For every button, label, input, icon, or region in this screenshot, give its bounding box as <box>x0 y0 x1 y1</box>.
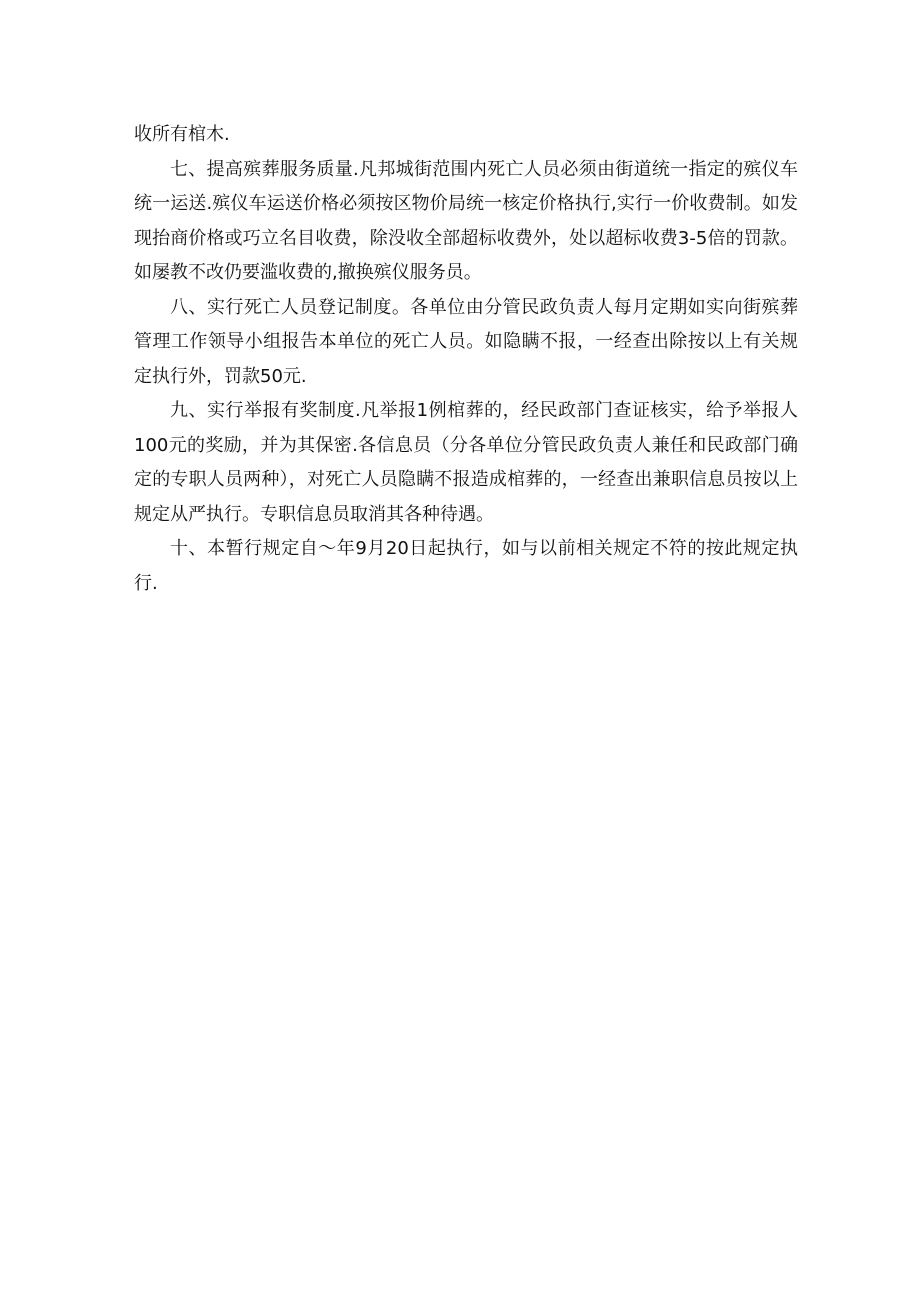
paragraph-continuation: 收所有棺木. <box>134 124 230 145</box>
paragraph-article-8: 八、实行死亡人员登记制度。各单位由分管民政负责人每月定期如实向街殡葬管理工作领导小组报告本单位的死亡人员。如隐瞒不报，一经查出除按以上有关规定执行外，罚款50元. <box>134 296 798 387</box>
paragraph-article-9: 九、实行举报有奖制度.凡举报1例棺葬的，经民政部门查证核实，给予举报人100元的奖励，并为其保密.各信息员（分各单位分管民政负责人兼任和民政部门确定的专职人员两种），对死亡人员隐瞒不报造成棺葬的，一经查出兼职信息员按以上规定从严执行。专职信息员取消其各种待遇。 <box>134 400 798 525</box>
paragraph-article-10: 十、本暂行规定自〜年9月20日起执行，如与以前相关规定不符的按此规定执行. <box>134 538 798 594</box>
document-body <box>134 118 798 601</box>
paragraph-article-7: 七、提高殡葬服务质量.凡邦城街范围内死亡人员必须由街道统一指定的殡仪车统一运送.殡仪车运送价格必须按区物价局统一核定价格执行,实行一价收费制。如发现抬商价格或巧立名目收费，除没收全部超标收费外，处以超标收费3-5倍的罚款。如屡教不改仍要滥收费的,撤换殡仪服务员。 <box>134 158 798 283</box>
